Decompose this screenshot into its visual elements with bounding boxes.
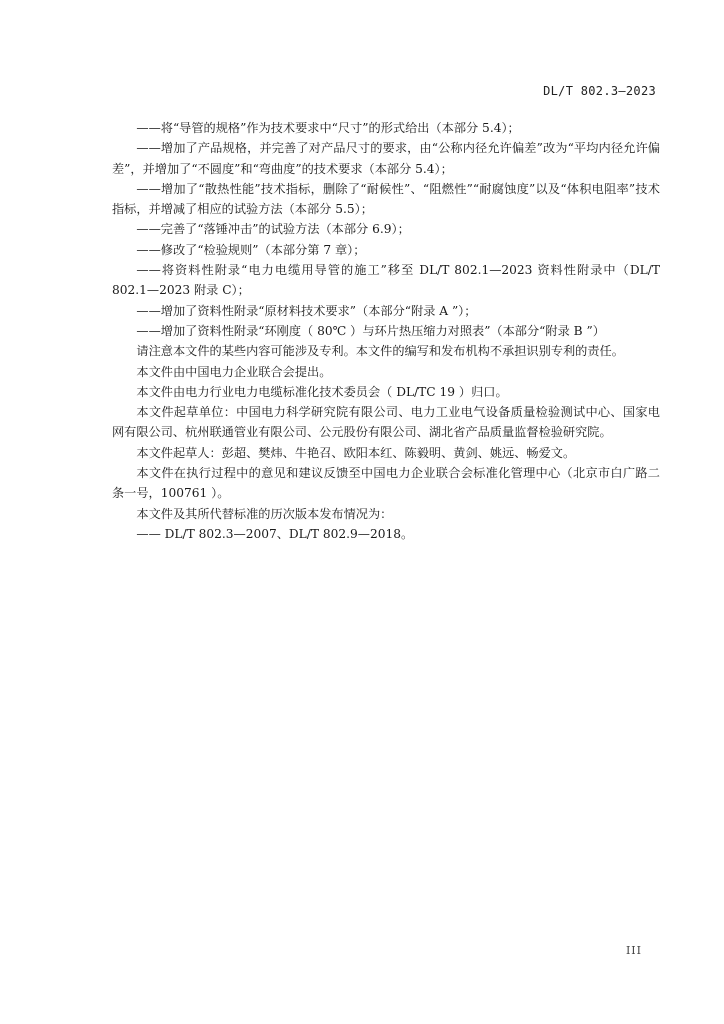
paragraph-change-1: ——将“导管的规格”作为技术要求中“尺寸”的形式给出（本部分 5.4）； — [136, 121, 520, 135]
paragraph-history-intro: 本文件及其所代替标准的历次版本发布情况为： — [136, 506, 393, 521]
paragraph-history-list: —— DL/T 802.3—2007、DL/T 802.9—2018。 — [136, 526, 414, 541]
paragraph-proposed-by: 本文件由中国电力企业联合会提出。 — [136, 364, 332, 379]
page-number: III — [625, 944, 642, 957]
paragraph-drafting-units: 本文件起草单位：中国电力科学研究院有限公司、电力工业电气设备质量检验测试中心、国家电网有限公司、杭州联通管业有限公司、公元股份有限公司、湖北省产品质量监督检验研究院。 — [112, 405, 660, 440]
paragraph-under-jurisdiction: 本文件由电力行业电力电缆标准化技术委员会（ DL/TC 19 ）归口。 — [136, 384, 508, 399]
paragraph-feedback: 本文件在执行过程中的意见和建议反馈至中国电力企业联合会标准化管理中心（北京市白广路二条一号，100761 ）。 — [112, 466, 660, 501]
foreword-body — [112, 118, 660, 544]
paragraph-change-3: ——增加了“散热性能”技术指标，删除了“耐候性”、“阻燃性”“耐腐蚀度”以及“体积电阻率”技术指标，并增减了相应的试验方法（本部分 5.5）； — [112, 181, 660, 217]
paragraph-change-2: ——增加了产品规格，并完善了对产品尺寸的要求，由“公称内径允许偏差”改为“平均内径允许偏差”，并增加了“不圆度”和“弯曲度”的技术要求（本部分 5.4）； — [112, 141, 660, 176]
paragraph-change-4: ——完善了“落锤冲击”的试验方法（本部分 6.9）； — [136, 222, 410, 237]
paragraph-change-5: ——修改了“检验规则”（本部分第 7 章）； — [136, 242, 366, 257]
paragraph-change-8: ——增加了资料性附录“环刚度（ 80℃ ）与环片热压缩力对照表”（本部分“附录 B ”） — [136, 323, 605, 338]
standard-code: DL/T 802.3—2023 — [543, 84, 656, 98]
paragraph-change-7: ——增加了资料性附录“原材料技术要求”（本部分“附录 A ”）； — [136, 303, 477, 318]
paragraph-patent-notice: 请注意本文件的某些内容可能涉及专利。本文件的编写和发布机构不承担识别专利的责任。 — [136, 344, 624, 359]
paragraph-drafters: 本文件起草人：彭超、樊炜、牛艳召、欧阳本红、陈毅明、黄剑、姚远、畅爱文。 — [136, 445, 576, 460]
paragraph-change-6: ——将资料性附录“电力电缆用导管的施工”移至 DL/T 802.1—2023 资料性附录中（DL/T 802.1—2023 附录 C）； — [112, 263, 660, 298]
